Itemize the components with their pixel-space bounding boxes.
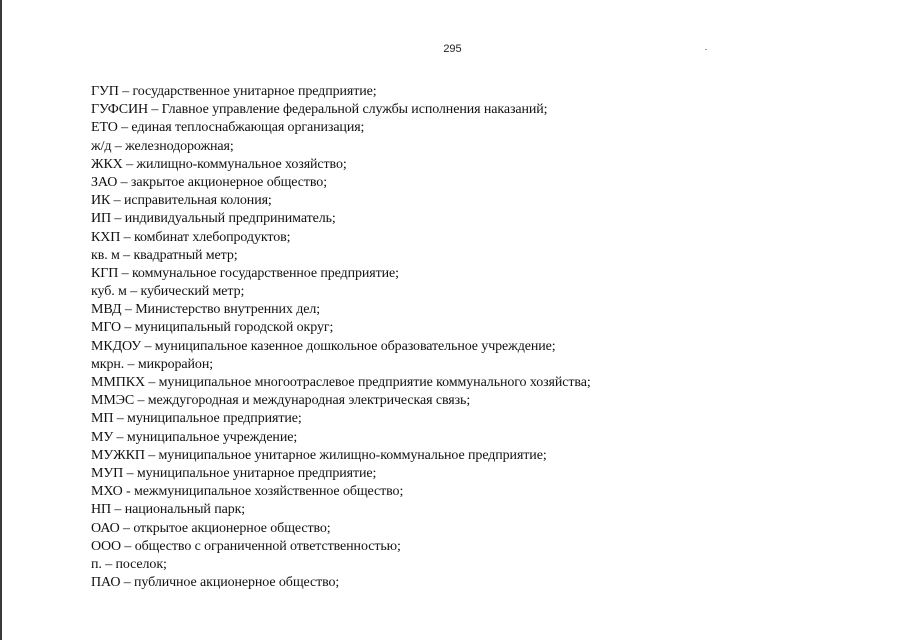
abbreviation-entry: мкрн. – микрорайон; <box>91 356 213 372</box>
abbreviation-entry: ЗАО – закрытое акционерное общество; <box>91 174 327 190</box>
abbreviation-entry: МУ – муниципальное учреждение; <box>91 429 298 445</box>
abbreviation-entry: МВД – Министерство внутренних дел; <box>91 302 321 318</box>
abbreviation-list <box>91 83 591 592</box>
abbreviation-entry: МКДОУ – муниципальное казенное дошкольное образовательное учреждение; <box>91 338 556 354</box>
abbreviation-entry: ММЭС – междугородная и международная электрическая связь; <box>91 393 471 409</box>
abbreviation-entry: кв. м – квадратный метр; <box>91 247 238 263</box>
abbreviation-entry: ЕТО – единая теплоснабжающая организация; <box>91 120 365 136</box>
abbreviation-entry: ИП – индивидуальный предприниматель; <box>91 211 336 227</box>
abbreviation-entry: МХО - межмуниципальное хозяйственное общество; <box>91 484 404 500</box>
abbreviation-entry: ГУФСИН – Главное управление федеральной службы исполнения наказаний; <box>91 102 548 118</box>
abbreviation-entry: ж/д – железнодорожная; <box>91 138 234 154</box>
abbreviation-entry: КГП – коммунальное государственное предприятие; <box>91 265 399 281</box>
abbreviation-entry: ГУП – государственное унитарное предприятие; <box>91 84 377 99</box>
abbreviation-entry: ПАО – публичное акционерное общество; <box>91 575 340 591</box>
abbreviation-entry: МГО – муниципальный городской округ; <box>91 320 334 336</box>
abbreviation-entry: МП – муниципальное предприятие; <box>91 411 302 427</box>
abbreviation-entry: ООО – общество с ограниченной ответственностью; <box>91 538 401 554</box>
abbreviation-entry: КХП – комбинат хлебопродуктов; <box>91 229 291 245</box>
scan-left-edge <box>0 0 2 640</box>
scan-speck <box>705 49 707 50</box>
abbreviation-entry: ОАО – открытое акционерное общество; <box>91 520 331 536</box>
abbreviation-entry: ЖКХ – жилищно-коммунальное хозяйство; <box>91 156 347 172</box>
page-number: 295 <box>443 43 462 55</box>
abbreviation-entry: ММПКХ – муниципальное многоотраслевое предприятие коммунального хозяйства; <box>91 375 591 390</box>
abbreviation-entry: п. – поселок; <box>91 556 167 572</box>
abbreviation-entry: ИК – исправительная колония; <box>91 193 272 209</box>
abbreviation-entry: МУЖКП – муниципальное унитарное жилищно-коммунальное предприятие; <box>91 447 547 463</box>
abbreviation-entry: куб. м – кубический метр; <box>91 284 245 300</box>
abbreviation-entry: НП – национальный парк; <box>91 502 246 518</box>
abbreviation-entry: МУП – муниципальное унитарное предприятие; <box>91 465 377 481</box>
